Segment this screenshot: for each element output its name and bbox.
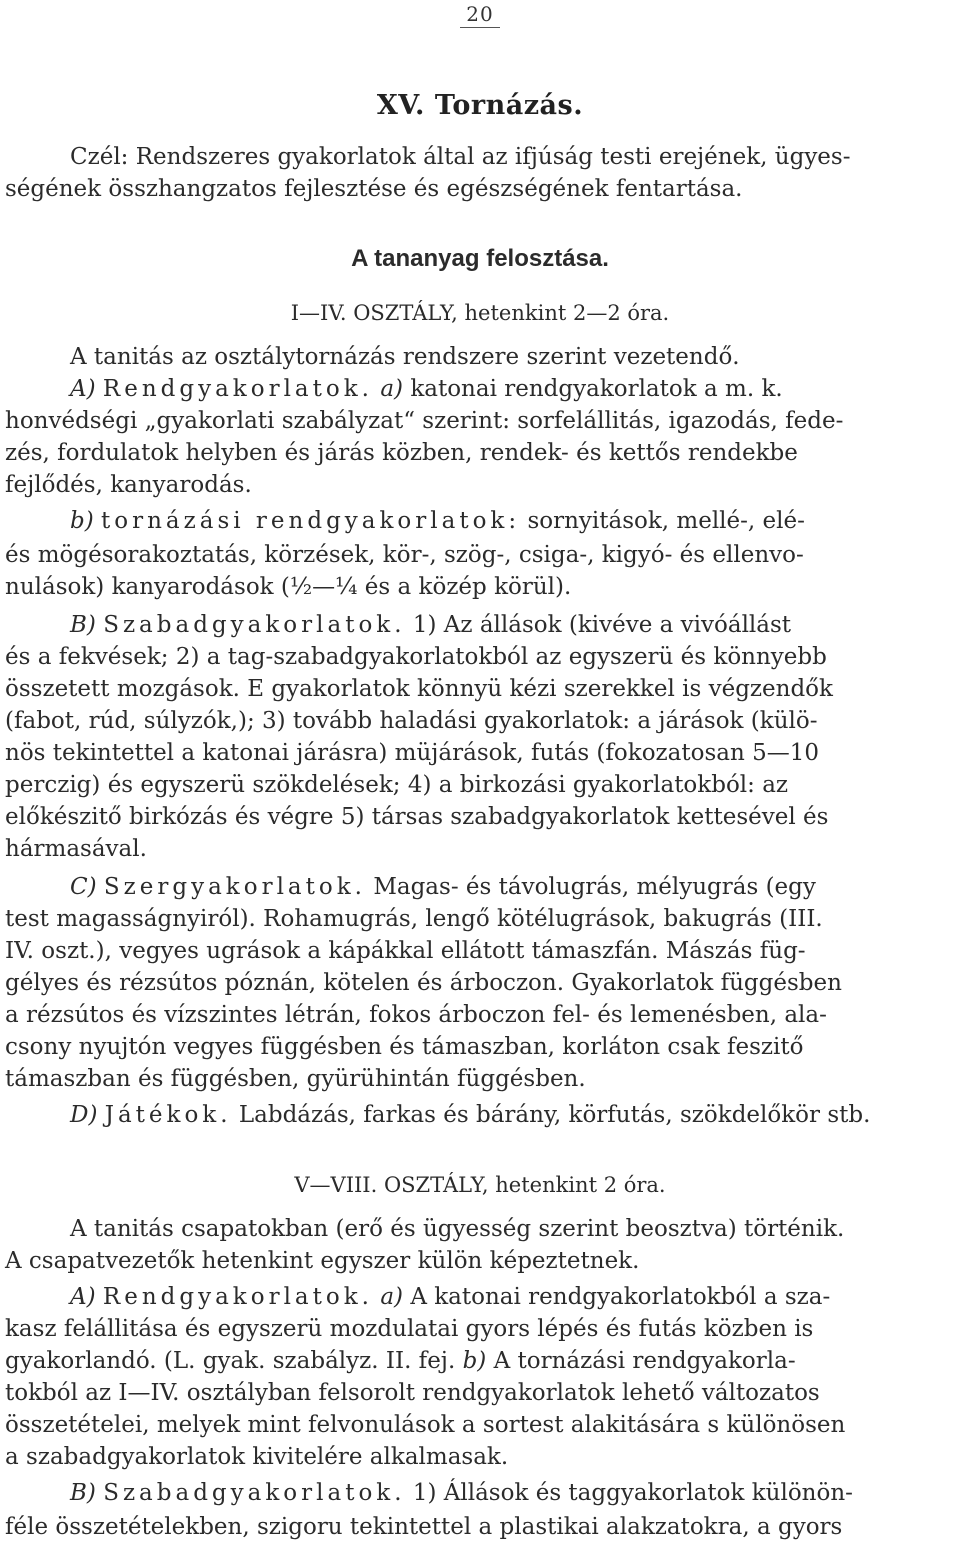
text: gyakorlandó. (L. gyak. szabályz. II. fej. [5, 1348, 456, 1374]
s2-line-B [0, 1478, 960, 1508]
spaced-title: Szabadgyakorlatok. [103, 1480, 406, 1506]
spaced-title: Rendgyakorlatok. [102, 376, 373, 402]
s1-line-b [0, 506, 960, 536]
marker: B) [70, 1480, 96, 1506]
s2-line-1: A tanitás csapatokban (erő és ügyesség szerint beosztva) történik. [70, 1216, 845, 1242]
s2-line-4: kasz felállitása és egyszerü mozdulatai gyors lépés és futás közben is [5, 1316, 814, 1342]
text: sornyitások, mellé-, elé- [527, 508, 805, 534]
s1-line-10: és a fekvések; 2) a tag-szabadgyakorlatokból az egyszerü és könnyebb [5, 644, 827, 670]
marker: a) [380, 1284, 403, 1310]
s1-line-D [0, 1100, 960, 1130]
s2-line-A [0, 1282, 960, 1312]
section2-header: V—VIII. OSZTÁLY, hetenkint 2 óra. [294, 1173, 666, 1197]
spaced-title: Játékok. [104, 1102, 232, 1128]
s1-line-11: összetett mozgások. E gyakorlatok könnyü kézi szerekkel is végzendők [5, 676, 833, 702]
marker: A) [70, 1284, 96, 1310]
s2-line-7: összetételei, melyek mint felvonulások a sortest alakitására s különösen [5, 1412, 846, 1438]
marker: A) [70, 376, 96, 402]
text: A katonai rendgyakorlatokból a sza- [410, 1284, 831, 1310]
s2-line-8: a szabadgyakorlatok kivitelére alkalmasak. [5, 1444, 509, 1470]
s1-line-22: csony nyujtón vegyes függésben és támaszban, korláton csak feszitő [5, 1034, 804, 1060]
s2-line-2: A csapatvezetők hetenkint egyszer külön képeztetnek. [5, 1248, 640, 1274]
text: 1) Állások és taggyakorlatok különön- [412, 1480, 853, 1506]
text: Labdázás, farkas és bárány, körfutás, szökdelőkör stb. [238, 1102, 871, 1128]
spaced-title: Rendgyakorlatok. [102, 1284, 373, 1310]
s1-line-3: honvédségi „gyakorlati szabályzat“ szerint: sorfelállitás, igazodás, fede- [5, 408, 844, 434]
chapter-heading: XV. Tornázás. [376, 90, 584, 121]
s1-line-16: hármasával. [5, 836, 147, 862]
s1-line-A [0, 374, 960, 404]
s2-line-10: féle összetételekben, szigoru tekintettel a plastikai alakzatokra, a gyors [5, 1514, 843, 1540]
s1-line-7: és mögésorakoztatás, körzések, kör-, szög-, csiga-, kigyó- és ellenvo- [5, 542, 804, 568]
s1-line-4: zés, fordulatok helyben és járás közben, rendek- és kettős rendekbe [5, 440, 798, 466]
s1-line-5: fejlődés, kanyarodás. [5, 472, 252, 498]
s1-line-8: nulások) kanyarodások (½—¼ és a közép körül). [5, 574, 572, 600]
marker: a) [380, 376, 403, 402]
marker: D) [70, 1102, 98, 1128]
marker: b) [462, 1348, 487, 1374]
spaced-title: Szabadgyakorlatok. [103, 612, 406, 638]
marker: b) [70, 508, 94, 534]
s1-line-18: test magasságnyiról). Rohamugrás, lengő kötélugrások, bakugrás (III. [5, 906, 823, 932]
s2-line-5 [0, 1346, 960, 1376]
s1-line-1: A tanitás az osztálytornázás rendszere szerint vezetendő. [70, 344, 740, 370]
s1-line-B [0, 610, 960, 640]
s1-line-15: előkészitő birkózás és végre 5) társas szabadgyakorlatok kettesével és [5, 804, 829, 830]
s2-line-6: tokból az I—IV. osztályban felsorolt rendgyakorlatok lehető változatos [5, 1380, 820, 1406]
s1-line-20: gélyes és rézsútos póznán, kötelen és árboczon. Gyakorlatok függésben [5, 970, 842, 996]
s1-line-21: a rézsútos és vízszintes létrán, fokos árboczon fel- és lemenésben, ala- [5, 1002, 827, 1028]
s1-line-23: támaszban és függésben, gyürühintán függésben. [5, 1066, 586, 1092]
section-subtitle: A tananyag felosztása. [351, 245, 609, 272]
intro-line-2: ségének összhangzatos fejlesztése és egészségének fentartása. [5, 176, 743, 202]
marker: C) [70, 874, 97, 900]
text: 1) Az állások (kivéve a vivóállást [412, 612, 792, 638]
spaced-title: Szergyakorlatok. [103, 874, 366, 900]
text: katonai rendgyakorlatok a m. k. [410, 376, 783, 402]
s1-line-14: perczig) és egyszerü szökdelések; 4) a birkozási gyakorlatokból: az [5, 772, 789, 798]
marker: B) [70, 612, 96, 638]
text: A tornázási rendgyakorla- [493, 1348, 796, 1374]
section1-header: I—IV. OSZTÁLY, hetenkint 2—2 óra. [290, 301, 670, 325]
s1-line-12: (fabot, rúd, súlyzók,); 3) tovább haladási gyakorlatok: a járások (külö- [5, 708, 818, 734]
s1-line-13: nös tekintettel a katonai járásra) müjárások, futás (fokozatosan 5—10 [5, 740, 820, 766]
s1-line-C [0, 872, 960, 902]
spaced-title: tornázási rendgyakorlatok: [101, 508, 521, 534]
s1-line-19: IV. oszt.), vegyes ugrások a kápákkal ellátott támaszfán. Mászás füg- [5, 938, 806, 964]
intro-line-1: Czél: Rendszeres gyakorlatok által az ifjúság testi erejének, ügyes- [70, 144, 851, 170]
page-number: 20 [450, 2, 510, 28]
text: Magas- és távolugrás, mélyugrás (egy [373, 874, 816, 900]
